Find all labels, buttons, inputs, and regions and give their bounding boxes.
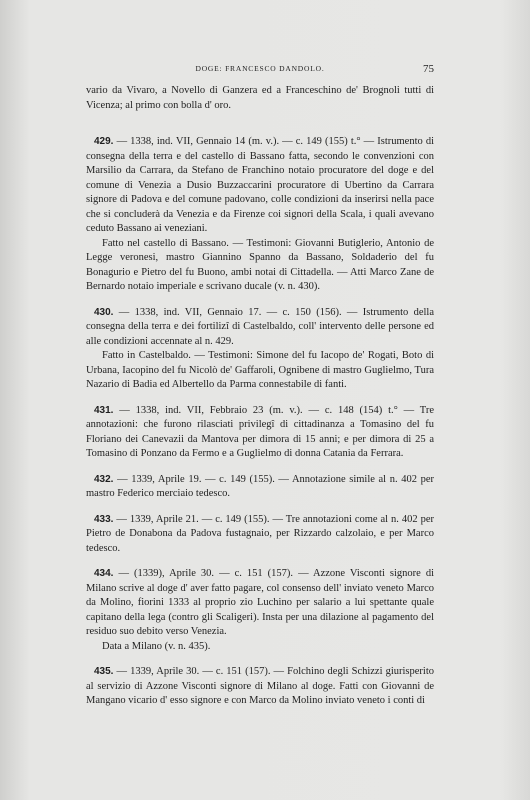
entry-paragraph — [86, 665, 434, 709]
entry-number: 434. — [94, 568, 114, 579]
entry-number: 429. — [94, 136, 114, 147]
entry-text: — 1338, ind. VII, Gennaio 17. — c. 150 (156). — Istrumento della consegna della terra e dei fortilizî di Castelbaldo, coll' intervento delle persone ed alle condizioni accennate al n. 429. — [86, 306, 434, 347]
entry-435 — [86, 665, 434, 709]
entry-paragraph — [86, 567, 434, 640]
entry-paragraph — [86, 473, 434, 502]
entry-text: — 1339, Aprile 30. — c. 151 (157). — Folchino degli Schizzi giurisperito al servizio di Azzone Visconti signore di Milano al doge. Fatti con Giovanni de Mangano vicario d' esso signore e con Marco da Molino inviato veneto i conti di — [86, 666, 434, 706]
entry-431 — [86, 404, 434, 462]
page-header — [86, 64, 434, 78]
entry-paragraph — [86, 306, 434, 350]
entry-number: 433. — [94, 513, 114, 525]
entry-432 — [86, 473, 434, 502]
page-body — [86, 84, 434, 709]
entry-number: 430. — [94, 306, 114, 318]
entry-paragraph — [86, 135, 434, 237]
page-number: 75 — [423, 63, 434, 75]
entry-paragraph: Data a Milano (v. n. 435). — [102, 640, 211, 652]
entry-text: — 1339, Aprile 19. — c. 149 (155). — Annotazione simile al n. 402 per mastro Federico merciaio tedesco. — [86, 473, 434, 499]
entry-text: — 1338, ind. VII, Gennaio 14 (m. v.). — c. 149 (155) t.° — Istrumento di consegna della terra e del castello di Bassano fatta, secondo le convenzioni con Marsilio da Carrara, da Stefano de Franchino notaio procuratore del doge e del comune di Venezia a Dusio Buzzaccarini procuratore di Ubertino da Carrara signore di Padova e del comune padovano, colle condizioni da inserirsi nella pace che si concluderà da Venezia e da Firenze coi signori della Scala, i quali avevano ceduto Bassano ai veneziani. — [86, 136, 434, 234]
entry-429 — [86, 135, 434, 295]
entry-paragraph: Fatto in Castelbaldo. — Testimoni: Simone del fu Iacopo de' Rogati, Boto di Urbana, Iacopino del fu Nicolò de' Gaffaroli, Ognibene di mastro Guglielmo, Tura Nazario di Badia ed Albertello da Parma connestabile di fanti. — [86, 350, 434, 390]
entry-434 — [86, 567, 434, 654]
entry-text: — (1339), Aprile 30. — c. 151 (157). — Azzone Visconti signore di Milano scrive al doge d' aver fatto pagare, col consenso dell' inviato veneto Marco da Molino, fiorini 1333 al proprio zio Luchino per salario a lui spettante quale capitano della lega (contro gli Scaligeri). Insta per una dilazione al pagamento del residuo suo debito verso Venezia. — [86, 568, 434, 637]
entry-433 — [86, 513, 434, 557]
entry-text: — 1338, ind. VII, Febbraio 23 (m. v.). — c. 148 (154) t.° — Tre annotazioni: che furono rilasciati privilegî di cittadinanza a Tomasino del fu Floriano dei Canevazii da Mantova per dimora di 15 anni; e per dimora di 25 a Tomasino di Ponzano da Fermo e a Guglielmo di donna Catania da Ferrara. — [86, 404, 434, 459]
entry-number: 431. — [94, 404, 114, 416]
entry-number: 435. — [94, 666, 114, 677]
intro-paragraph: vario da Vivaro, a Novello di Ganzera ed a Franceschino de' Brognoli tutti di Vicenza; al primo con bolla d' oro. — [86, 85, 434, 111]
entry-paragraph — [86, 404, 434, 462]
entry-number: 432. — [94, 473, 114, 485]
entry-430 — [86, 306, 434, 393]
entry-paragraph — [86, 513, 434, 557]
entry-text: — 1339, Aprile 21. — c. 149 (155). — Tre annotazioni come al n. 402 per Pietro de Donabona da Padova fustagnaio, per Rizzardo calzolaio, e per Marco tedesco. — [86, 513, 434, 554]
running-title: DOGE: FRANCESCO DANDOLO. — [195, 64, 325, 73]
entry-paragraph: Fatto nel castello di Bassano. — Testimoni: Giovanni Butiglerio, Antonio de Legge veronesi, mastro Giannino Spanno da Bassano, Soldaderio del fu Bonagurio e Pietro del fu Buono, ambi notai di Cittadella. — Atti Marco Zane de Bernardo notaio imperiale e scrivano ducale (v. n. 430). — [86, 237, 434, 292]
